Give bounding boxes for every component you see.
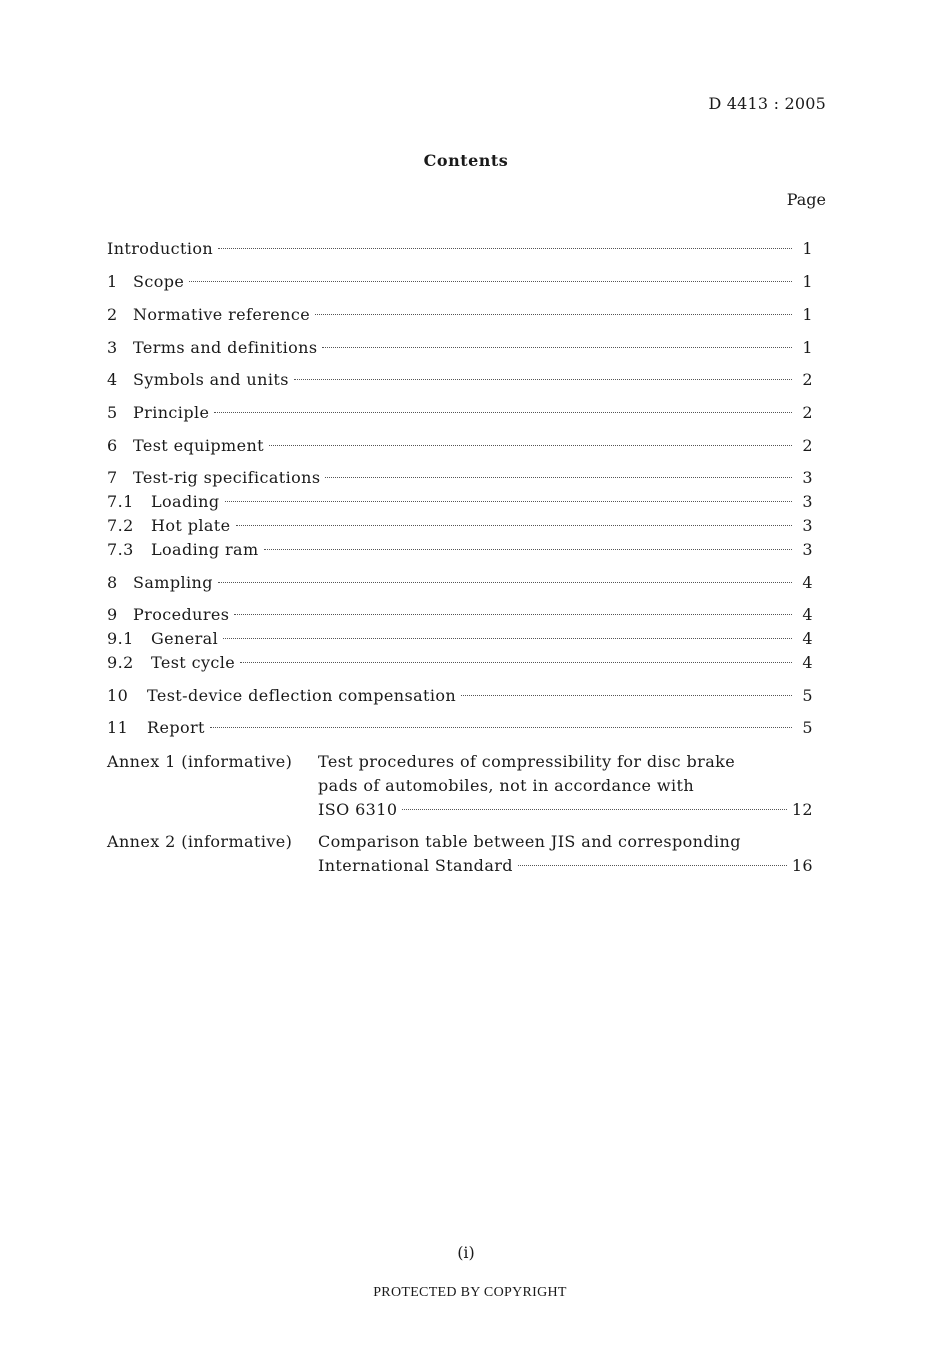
dot-leader [223, 638, 792, 639]
toc-entry-title: Test equipment [133, 436, 264, 455]
dot-leader [315, 314, 792, 315]
dot-leader [518, 865, 787, 866]
toc-entry-page: 1 [802, 305, 813, 324]
page-number: (i) [457, 1243, 475, 1262]
toc-entry-number: 9 [107, 605, 118, 624]
annex-title-line: pads of automobiles, not in accordance with [318, 776, 695, 795]
toc-entry-page: 2 [802, 436, 813, 455]
toc-entry-deflection[interactable] [107, 685, 813, 707]
dot-leader [325, 477, 792, 478]
toc-entry-general[interactable] [107, 628, 813, 650]
toc-entry-title: Loading ram [151, 540, 259, 559]
dot-leader [322, 347, 792, 348]
toc-entry-title: Terms and definitions [133, 338, 318, 357]
toc-entry-introduction[interactable] [107, 238, 813, 260]
annex-label: Annex 2 (informative) [107, 832, 293, 851]
toc-entry-number: 4 [107, 370, 118, 389]
toc-entry-title: Procedures [133, 605, 230, 624]
page-title: Contents [423, 151, 509, 170]
toc-entry-page: 5 [802, 686, 813, 705]
toc-entry-number: 8 [107, 573, 118, 592]
toc-entry-page: 16 [791, 856, 813, 875]
toc-entry-hot-plate[interactable] [107, 515, 813, 537]
toc-entry-title: Test-rig specifications [133, 468, 321, 487]
annex-title-last-line [318, 798, 813, 822]
toc-entry-page: 3 [802, 540, 813, 559]
toc-entry-title: Hot plate [151, 516, 231, 535]
toc-entry-page: 3 [802, 468, 813, 487]
dot-leader [264, 549, 792, 550]
toc-entry-page: 1 [802, 272, 813, 291]
toc-entry-number: 7.1 [107, 492, 134, 511]
toc-entry-loading-ram[interactable] [107, 539, 813, 561]
toc-entry-page: 3 [802, 492, 813, 511]
toc-entry-title: Normative reference [133, 305, 311, 324]
dot-leader [402, 809, 786, 810]
toc-entry-number: 11 [107, 718, 129, 737]
toc-entry-number: 7.3 [107, 540, 134, 559]
dot-leader [236, 525, 793, 526]
dot-leader [294, 379, 792, 380]
copyright-notice: PROTECTED BY COPYRIGHT [373, 1285, 567, 1300]
toc-entry-number: 5 [107, 403, 118, 422]
dot-leader [234, 614, 792, 615]
page-column-header: Page [786, 190, 826, 209]
toc-entry-title: Test-device deflection compensation [147, 686, 457, 705]
toc-entry-number: 6 [107, 436, 118, 455]
dot-leader [461, 695, 792, 696]
toc-entry-page: 5 [802, 718, 813, 737]
annex-label: Annex 1 (informative) [107, 752, 293, 771]
dot-leader [225, 501, 792, 502]
toc-entry-number: 2 [107, 305, 118, 324]
dot-leader [218, 248, 792, 249]
dot-leader [240, 662, 792, 663]
toc-entry-title: General [151, 629, 219, 648]
toc-entry-number: 9.1 [107, 629, 134, 648]
toc-entry-terms[interactable] [107, 337, 813, 359]
toc-entry-page: 12 [791, 800, 813, 819]
toc-entry-page: 4 [802, 605, 813, 624]
dot-leader [189, 281, 792, 282]
toc-entry-page: 4 [802, 653, 813, 672]
annex-title-line: International Standard [318, 856, 513, 875]
toc-entry-page: 1 [802, 338, 813, 357]
toc-entry-title: Introduction [107, 239, 214, 258]
toc-entry-title: Principle [133, 403, 210, 422]
annex-title-line: Comparison table between JIS and corresponding [318, 832, 741, 851]
toc-entry-principle[interactable] [107, 402, 813, 424]
toc-entry-title: Loading [151, 492, 220, 511]
toc-entry-loading[interactable] [107, 491, 813, 513]
toc-entry-page: 4 [802, 573, 813, 592]
toc-entry-report[interactable] [107, 717, 813, 739]
annex-title-line: Test procedures of compressibility for disc brake [318, 752, 736, 771]
toc-entry-test-cycle[interactable] [107, 652, 813, 674]
toc-entry-number: 7 [107, 468, 118, 487]
toc-entry-scope[interactable] [107, 271, 813, 293]
annex-title-last-line [318, 854, 813, 878]
toc-entry-procedures[interactable] [107, 604, 813, 626]
toc-entry-page: 4 [802, 629, 813, 648]
toc-entry-title: Sampling [133, 573, 213, 592]
toc-entry-test-rig[interactable] [107, 467, 813, 489]
toc-entry-number: 9.2 [107, 653, 134, 672]
toc-entry-test-equipment[interactable] [107, 435, 813, 457]
toc-entry-normative-reference[interactable] [107, 304, 813, 326]
toc-entry-title: Report [147, 718, 205, 737]
document-number: D 4413 : 2005 [708, 94, 826, 113]
dot-leader [269, 445, 792, 446]
dot-leader [218, 582, 792, 583]
toc-entry-title: Test cycle [151, 653, 236, 672]
toc-entry-symbols[interactable] [107, 369, 813, 391]
toc-entry-number: 7.2 [107, 516, 134, 535]
annex-title-line: ISO 6310 [318, 800, 398, 819]
toc-entry-page: 3 [802, 516, 813, 535]
dot-leader [210, 727, 792, 728]
toc-entry-page: 2 [802, 403, 813, 422]
toc-entry-title: Symbols and units [133, 370, 289, 389]
toc-entry-number: 1 [107, 272, 118, 291]
toc-entry-number: 10 [107, 686, 129, 705]
toc-entry-sampling[interactable] [107, 572, 813, 594]
toc-entry-page: 1 [802, 239, 813, 258]
toc-entry-page: 2 [802, 370, 813, 389]
toc-entry-number: 3 [107, 338, 118, 357]
toc-entry-title: Scope [133, 272, 185, 291]
dot-leader [214, 412, 792, 413]
